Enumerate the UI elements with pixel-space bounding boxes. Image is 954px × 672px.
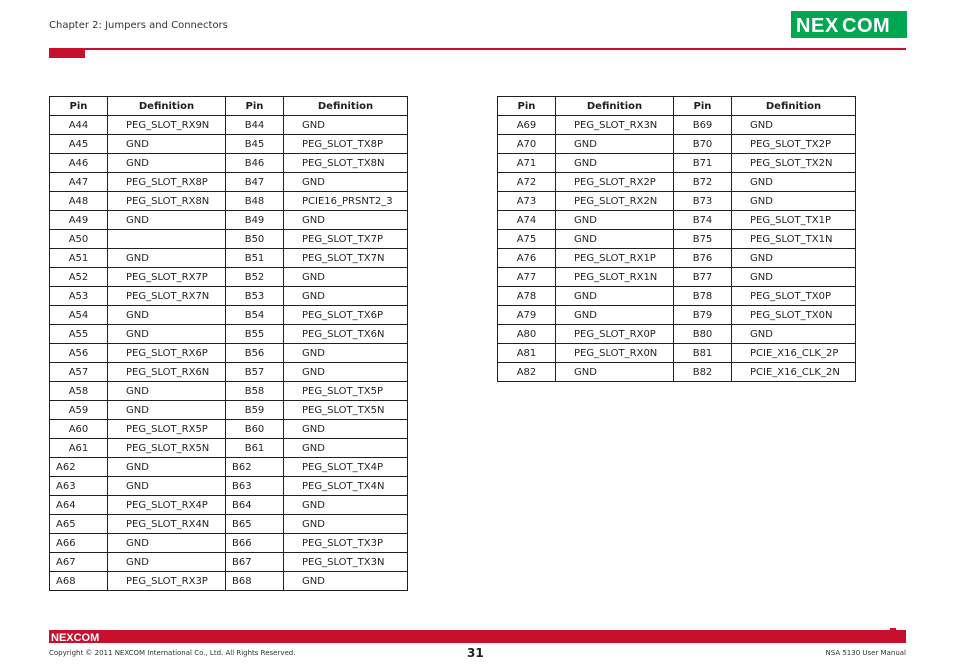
pin-cell: A62 [50, 458, 108, 477]
pin-cell: A66 [50, 534, 108, 553]
column-header: Definition [732, 97, 856, 116]
pin-cell: B46 [226, 154, 284, 173]
definition-cell: GND [108, 553, 226, 572]
definition-cell: GND [108, 477, 226, 496]
page-number: 31 [467, 646, 484, 660]
definition-cell: PCIE_X16_CLK_2N [732, 363, 856, 382]
definition-cell: GND [732, 192, 856, 211]
pin-cell: A58 [50, 382, 108, 401]
definition-cell: GND [108, 401, 226, 420]
pin-cell: A47 [50, 173, 108, 192]
chapter-title: Chapter 2: Jumpers and Connectors [49, 20, 228, 31]
table-header-row [498, 97, 856, 116]
table-row [50, 439, 408, 458]
definition-cell: GND [556, 135, 674, 154]
column-header: Pin [226, 97, 284, 116]
definition-cell: PEG_SLOT_RX4N [108, 515, 226, 534]
pin-cell: B71 [674, 154, 732, 173]
pin-cell: B58 [226, 382, 284, 401]
pin-cell: A63 [50, 477, 108, 496]
definition-cell: GND [108, 306, 226, 325]
table-row [50, 230, 408, 249]
pin-cell: A73 [498, 192, 556, 211]
definition-cell: PEG_SLOT_TX1N [732, 230, 856, 249]
table-row [498, 211, 856, 230]
pin-cell: B80 [674, 325, 732, 344]
table-row [50, 192, 408, 211]
pin-cell: B55 [226, 325, 284, 344]
table-row [50, 325, 408, 344]
table-row [50, 534, 408, 553]
definition-cell: PEG_SLOT_RX9N [108, 116, 226, 135]
definition-cell: PEG_SLOT_TX6N [284, 325, 408, 344]
pin-cell: B67 [226, 553, 284, 572]
column-header: Definition [108, 97, 226, 116]
pin-cell: A65 [50, 515, 108, 534]
definition-cell: PEG_SLOT_RX4P [108, 496, 226, 515]
nexcom-logo [791, 11, 907, 38]
pin-cell: B48 [226, 192, 284, 211]
column-header: Definition [284, 97, 408, 116]
pin-cell: B76 [674, 249, 732, 268]
table-row [50, 154, 408, 173]
pin-cell: B65 [226, 515, 284, 534]
pin-cell: B64 [226, 496, 284, 515]
svg-text:NEXCOM: NEXCOM [51, 632, 100, 642]
definition-cell: GND [284, 572, 408, 591]
pin-cell: A79 [498, 306, 556, 325]
definition-cell: GND [108, 382, 226, 401]
pin-cell: A69 [498, 116, 556, 135]
column-header: Pin [498, 97, 556, 116]
definition-cell: PEG_SLOT_RX1N [556, 268, 674, 287]
definition-cell: GND [284, 268, 408, 287]
pin-cell: B51 [226, 249, 284, 268]
definition-cell: GND [284, 496, 408, 515]
pin-cell: B81 [674, 344, 732, 363]
table-row [50, 515, 408, 534]
table-row [50, 306, 408, 325]
pin-cell: B49 [226, 211, 284, 230]
table-row [50, 572, 408, 591]
svg-text:X: X [825, 15, 839, 37]
definition-cell: PEG_SLOT_TX6P [284, 306, 408, 325]
column-header: Pin [50, 97, 108, 116]
pin-cell: A81 [498, 344, 556, 363]
pin-cell: A48 [50, 192, 108, 211]
definition-cell: GND [284, 439, 408, 458]
pin-cell: B69 [674, 116, 732, 135]
pin-cell: A72 [498, 173, 556, 192]
header-accent [49, 48, 85, 58]
table-row [498, 268, 856, 287]
pin-cell: B60 [226, 420, 284, 439]
pin-cell: A44 [50, 116, 108, 135]
definition-cell: PEG_SLOT_TX8P [284, 135, 408, 154]
definition-cell: GND [556, 230, 674, 249]
footer-bar [49, 630, 906, 643]
pin-cell: B63 [226, 477, 284, 496]
pin-cell: A55 [50, 325, 108, 344]
definition-cell: GND [284, 344, 408, 363]
pin-cell: A76 [498, 249, 556, 268]
definition-cell: PEG_SLOT_RX8N [108, 192, 226, 211]
table-row [50, 420, 408, 439]
definition-cell: GND [284, 420, 408, 439]
table-row [498, 363, 856, 382]
definition-cell: PEG_SLOT_TX0P [732, 287, 856, 306]
footer-square-1 [890, 628, 896, 634]
definition-cell: PEG_SLOT_RX3N [556, 116, 674, 135]
pin-cell: B77 [674, 268, 732, 287]
table-row [498, 325, 856, 344]
definition-cell: PEG_SLOT_TX5N [284, 401, 408, 420]
pin-cell: A68 [50, 572, 108, 591]
table-row [50, 553, 408, 572]
table-row [50, 458, 408, 477]
header-rule [49, 48, 906, 50]
definition-cell: GND [284, 515, 408, 534]
table-row [50, 211, 408, 230]
definition-cell: PEG_SLOT_TX8N [284, 154, 408, 173]
definition-cell: GND [108, 154, 226, 173]
pin-cell: B45 [226, 135, 284, 154]
footer-nexcom-logo [51, 631, 109, 642]
pin-cell: B82 [674, 363, 732, 382]
pin-cell: B79 [674, 306, 732, 325]
svg-text:NE: NE [796, 15, 825, 37]
definition-cell: PEG_SLOT_RX6P [108, 344, 226, 363]
pin-cell: A78 [498, 287, 556, 306]
pin-cell: A80 [498, 325, 556, 344]
definition-cell: PEG_SLOT_TX3P [284, 534, 408, 553]
pin-cell: A77 [498, 268, 556, 287]
pin-cell: A67 [50, 553, 108, 572]
pin-cell: A52 [50, 268, 108, 287]
pin-cell: B75 [674, 230, 732, 249]
table-row [498, 249, 856, 268]
definition-cell: PEG_SLOT_RX0P [556, 325, 674, 344]
pin-table-right [497, 96, 856, 382]
definition-cell: PEG_SLOT_RX3P [108, 572, 226, 591]
definition-cell: PEG_SLOT_RX7P [108, 268, 226, 287]
table-row [50, 401, 408, 420]
definition-cell: GND [556, 211, 674, 230]
definition-cell: GND [732, 325, 856, 344]
table-row [50, 135, 408, 154]
table-row [50, 496, 408, 515]
table-row [498, 173, 856, 192]
definition-cell: GND [556, 363, 674, 382]
definition-cell: GND [732, 249, 856, 268]
definition-cell: PEG_SLOT_TX7N [284, 249, 408, 268]
table-row [498, 116, 856, 135]
definition-cell: PEG_SLOT_RX5N [108, 439, 226, 458]
pin-cell: B56 [226, 344, 284, 363]
copyright-text: Copyright © 2011 NEXCOM International Co., Ltd. All Rights Reserved. [49, 649, 296, 657]
pin-cell: A57 [50, 363, 108, 382]
table-row [50, 287, 408, 306]
definition-cell: GND [732, 268, 856, 287]
pin-cell: B47 [226, 173, 284, 192]
definition-cell: PEG_SLOT_TX5P [284, 382, 408, 401]
definition-cell: GND [108, 135, 226, 154]
table-row [50, 344, 408, 363]
pin-cell: A59 [50, 401, 108, 420]
pin-cell: B62 [226, 458, 284, 477]
definition-cell: GND [108, 325, 226, 344]
definition-cell: PEG_SLOT_TX4P [284, 458, 408, 477]
pin-cell: A74 [498, 211, 556, 230]
table-row [50, 382, 408, 401]
table-row [498, 230, 856, 249]
definition-cell: PEG_SLOT_TX2P [732, 135, 856, 154]
column-header: Pin [674, 97, 732, 116]
definition-cell: GND [732, 173, 856, 192]
definition-cell: PEG_SLOT_TX4N [284, 477, 408, 496]
pin-cell: B50 [226, 230, 284, 249]
pin-cell: B52 [226, 268, 284, 287]
table-row [498, 192, 856, 211]
definition-cell: GND [108, 211, 226, 230]
table-row [498, 135, 856, 154]
pin-cell: A53 [50, 287, 108, 306]
pin-cell: A60 [50, 420, 108, 439]
table-row [50, 173, 408, 192]
pin-cell: A70 [498, 135, 556, 154]
definition-cell: GND [108, 249, 226, 268]
definition-cell: GND [108, 458, 226, 477]
pin-cell: B61 [226, 439, 284, 458]
table-row [498, 306, 856, 325]
pin-cell: A64 [50, 496, 108, 515]
pin-cell: B57 [226, 363, 284, 382]
definition-cell: PEG_SLOT_RX1P [556, 249, 674, 268]
pin-table-left [49, 96, 408, 591]
definition-cell: GND [732, 116, 856, 135]
pin-cell: B66 [226, 534, 284, 553]
definition-cell: GND [556, 154, 674, 173]
definition-cell: PCIE16_PRSNT2_3 [284, 192, 408, 211]
pin-cell: B70 [674, 135, 732, 154]
pin-cell: A45 [50, 135, 108, 154]
pin-cell: B68 [226, 572, 284, 591]
pin-cell: B72 [674, 173, 732, 192]
definition-cell: PEG_SLOT_RX8P [108, 173, 226, 192]
column-header: Definition [556, 97, 674, 116]
definition-cell: PEG_SLOT_RX2P [556, 173, 674, 192]
pin-cell: B73 [674, 192, 732, 211]
definition-cell: GND [556, 306, 674, 325]
pin-cell: A46 [50, 154, 108, 173]
definition-cell: PEG_SLOT_RX6N [108, 363, 226, 382]
pin-cell: B44 [226, 116, 284, 135]
table-row [50, 268, 408, 287]
definition-cell: GND [284, 363, 408, 382]
pin-cell: B78 [674, 287, 732, 306]
pin-cell: A54 [50, 306, 108, 325]
footer-square-2 [898, 636, 904, 642]
table-row [498, 287, 856, 306]
manual-title: NSA 5130 User Manual [825, 649, 906, 657]
definition-cell: PEG_SLOT_RX5P [108, 420, 226, 439]
pin-cell: A56 [50, 344, 108, 363]
definition-cell: GND [556, 287, 674, 306]
definition-cell: GND [284, 116, 408, 135]
pin-cell: A61 [50, 439, 108, 458]
pin-cell: B53 [226, 287, 284, 306]
table-row [498, 344, 856, 363]
definition-cell: PCIE_X16_CLK_2P [732, 344, 856, 363]
definition-cell: PEG_SLOT_RX7N [108, 287, 226, 306]
definition-cell: PEG_SLOT_TX0N [732, 306, 856, 325]
definition-cell: PEG_SLOT_TX3N [284, 553, 408, 572]
pin-cell: A82 [498, 363, 556, 382]
table-row [498, 154, 856, 173]
pin-cell: B54 [226, 306, 284, 325]
definition-cell: PEG_SLOT_RX2N [556, 192, 674, 211]
definition-cell: GND [108, 534, 226, 553]
pin-cell: A49 [50, 211, 108, 230]
definition-cell: GND [284, 287, 408, 306]
definition-cell: PEG_SLOT_TX2N [732, 154, 856, 173]
table-row [50, 477, 408, 496]
table-row [50, 116, 408, 135]
definition-cell: PEG_SLOT_TX7P [284, 230, 408, 249]
definition-cell: PEG_SLOT_TX1P [732, 211, 856, 230]
pin-cell: B59 [226, 401, 284, 420]
pin-cell: B74 [674, 211, 732, 230]
pin-cell: A75 [498, 230, 556, 249]
table-header-row [50, 97, 408, 116]
svg-text:COM: COM [842, 15, 891, 37]
table-row [50, 363, 408, 382]
definition-cell [108, 230, 226, 249]
definition-cell: PEG_SLOT_RX0N [556, 344, 674, 363]
definition-cell: GND [284, 173, 408, 192]
table-row [50, 249, 408, 268]
pin-cell: A50 [50, 230, 108, 249]
definition-cell: GND [284, 211, 408, 230]
pin-cell: A51 [50, 249, 108, 268]
pin-cell: A71 [498, 154, 556, 173]
